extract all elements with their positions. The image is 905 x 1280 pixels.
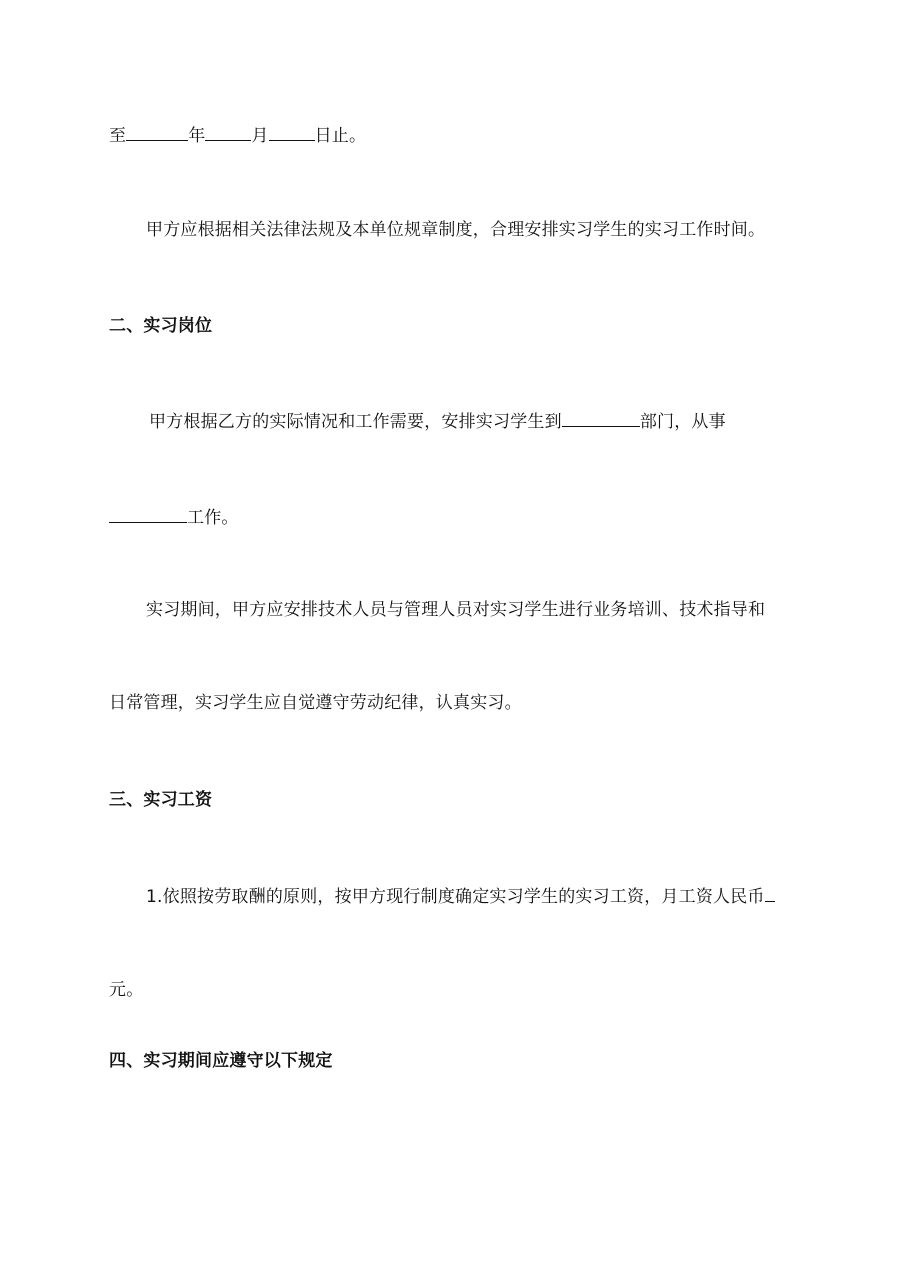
training-paragraph-line1: 实习期间，甲方应安排技术人员与管理人员对实习学生进行业务培训、技术指导和 [146, 600, 766, 620]
section2-heading: 二、实习岗位 [109, 316, 213, 336]
day-blank [269, 122, 315, 141]
assignment-prefix: 甲方根据乙方的实际情况和工作需要，安排实习学生到 [149, 412, 562, 432]
worktime-paragraph: 甲方应根据相关法律法规及本单位规章制度，合理安排实习学生的实习工作时间。 [146, 220, 766, 240]
year-label: 年 [188, 126, 206, 146]
section4-heading: 四、实习期间应遵守以下规定 [109, 1051, 333, 1071]
section3-heading: 三、实习工资 [109, 790, 213, 810]
date-suffix: 日止。 [314, 126, 367, 146]
year-blank [126, 122, 188, 141]
salary-item-line2: 元。 [109, 980, 144, 1000]
month-blank [205, 122, 251, 141]
salary-amount-blank [765, 883, 775, 902]
salary-item-line1 [146, 883, 775, 909]
section2-assignment-line1 [149, 408, 726, 434]
salary-text: 1.依照按劳取酬的原则，按甲方现行制度确定实习学生的实习工资，月工资人民币 [146, 887, 765, 907]
section2-assignment-line2 [109, 504, 239, 530]
job-blank [109, 504, 187, 523]
assignment-suffix: 部门，从事 [639, 412, 726, 432]
job-suffix: 工作。 [187, 508, 239, 528]
department-blank [562, 408, 640, 427]
training-paragraph-line2: 日常管理，实习学生应自觉遵守劳动纪律，认真实习。 [109, 693, 522, 713]
date-prefix: 至 [109, 126, 127, 146]
month-label: 月 [251, 126, 269, 146]
date-range-line [109, 122, 366, 148]
